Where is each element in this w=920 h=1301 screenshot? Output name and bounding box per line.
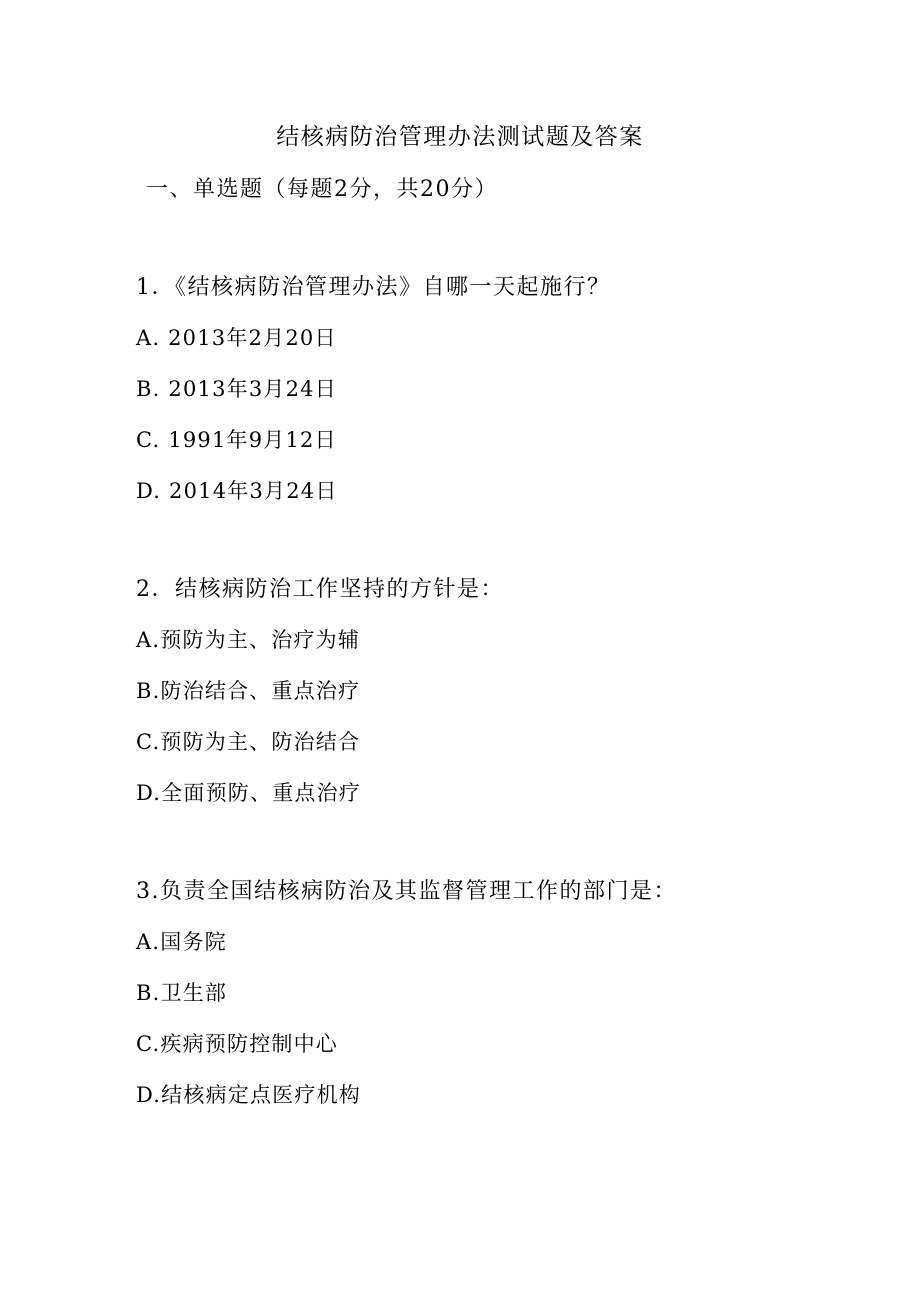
option-c: C.预防为主、防治结合 xyxy=(136,730,361,754)
question-stem: 1．《结核病防治管理办法》自哪一天起施行？ xyxy=(136,275,611,300)
option-b: B.防治结合、重点治疗 xyxy=(136,679,361,703)
question-list xyxy=(136,270,876,1176)
option-d: D.结核病定点医疗机构 xyxy=(136,1083,361,1107)
question-stem: 3.负责全国结核病防治及其监督管理工作的部门是： xyxy=(136,879,677,904)
option-a: A.预防为主、治疗为辅 xyxy=(136,628,361,652)
question-3 xyxy=(136,874,876,1128)
section-heading: 一、单选题（每题2分，共20分） xyxy=(146,177,498,202)
option-d: D. 2014年3月24日 xyxy=(136,479,338,503)
option-a: A. 2013年2月20日 xyxy=(136,326,337,350)
option-b: B. 2013年3月24日 xyxy=(136,377,337,401)
document-title: 结核病防治管理办法测试题及答案 xyxy=(276,124,644,150)
option-d: D.全面预防、重点治疗 xyxy=(136,781,361,805)
question-1 xyxy=(136,270,876,524)
question-stem: 2．结核病防治工作坚持的方针是： xyxy=(136,577,504,602)
option-a: A.国务院 xyxy=(136,930,227,954)
option-b: B.卫生部 xyxy=(136,981,228,1005)
option-c: C.疾病预防控制中心 xyxy=(136,1032,338,1056)
question-2 xyxy=(136,572,876,826)
option-c: C. 1991年9月12日 xyxy=(136,428,337,452)
